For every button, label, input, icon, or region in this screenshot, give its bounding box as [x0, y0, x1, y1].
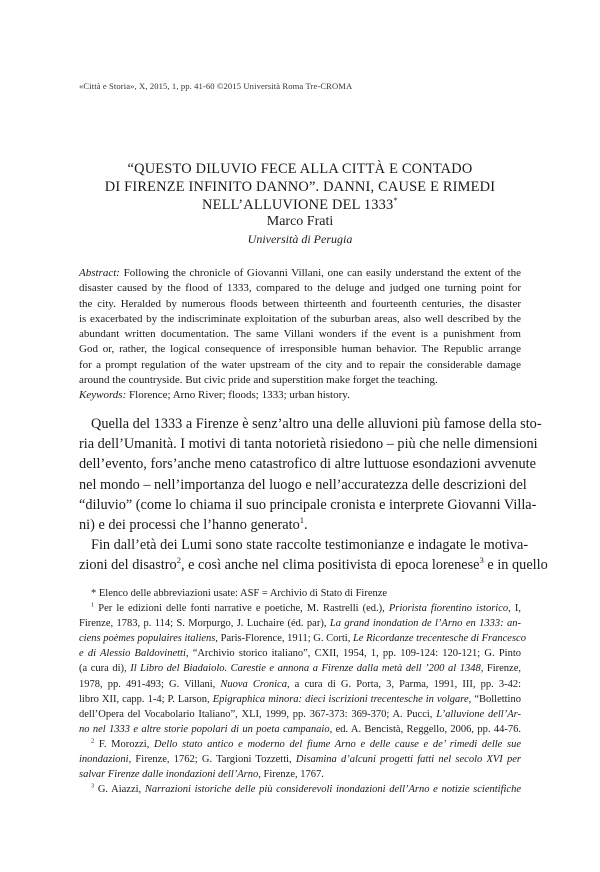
author-name: Marco Frati: [266, 214, 334, 229]
title-footnote-mark: *: [393, 195, 398, 206]
title-line-3: NELL’ALLUVIONE DEL 1333*: [202, 195, 398, 213]
article-title: [79, 160, 521, 214]
body-line: “diluvio” (come lo chiama il suo principale cronista e interprete Giovanni Villa-: [79, 496, 537, 513]
footnote-line: salvar Firenze dalle inondazioni dell’Arno, Firenze, 1767.: [79, 769, 324, 781]
footnote-line: dell’Opera del Vocabolario Italiano”, XLI, 1999, pp. 367-373: 369-370; A. Pucci, L’alluvione dell’Ar-: [79, 708, 522, 720]
body-line: ni) e dei processi che l’hanno generato$^1$.: [79, 515, 308, 534]
body-line: nel mondo – nell’importanza del luogo e nell’accuratezza delle descrizioni del: [79, 476, 527, 493]
footnote-line: e di Alessio Baldovinetti, “Archivio storico italiano”, CXII, 1954, 1, pp. 109-124: 120-121; G. Pinto: [79, 648, 521, 660]
abstract-line: around the countryside. But civic pride and superstition make forget the teaching.: [79, 374, 438, 387]
keywords-label: Keywords:: [79, 389, 127, 402]
abstract-line: abundant written documentation. The same Villani wonders if the event is a punishment from: [79, 328, 521, 341]
title-line-1: “QUESTO DILUVIO FECE ALLA CITTÀ E CONTADO: [127, 161, 473, 177]
footnote-3: $^3$ G. Aiazzi, Narrazioni istoriche delle più considerevoli inondazioni dell’Arno e notizie scientifiche: [91, 782, 521, 796]
footnote-line: Firenze, 1783, p. 114; S. Morpurgo, J. Luchaire (éd. par), La grand inondation de l’Arno en 1333: an-: [79, 618, 521, 630]
body-line: ria dell’Umanità. I motivi di tanta notorietà risiedono – più che nelle dimensioni: [79, 436, 538, 453]
abstract-line: Abstract: Following the chronicle of Giovanni Villani, one can easily understand the extent of the: [79, 267, 521, 279]
author-affiliation: Università di Perugia: [247, 232, 353, 246]
footnote-star: * Elenco delle abbreviazioni usate: ASF = Archivio di Stato di Firenze: [91, 588, 388, 599]
abstract-line: the city. Heralded by numerous floods between thirteenth and fourteenth centuries, the disaster: [79, 297, 521, 310]
abstract-line: disaster caused by the flood of 1333, compared to the deluge and judged one turning point for: [79, 282, 521, 295]
footnote-ref[interactable]: 1: [299, 515, 305, 526]
footnote-ref[interactable]: 2: [176, 555, 181, 566]
keywords: Keywords: Florence; Arno River; floods; 1333; urban history.: [79, 389, 350, 402]
footnote-line: 1978, pp. 491-493; G. Villani, Nuova Cronica, a cura di G. Porta, 3, Parma, 1991, III, pp. 3-42:: [79, 678, 522, 690]
body-line: dell’evento, fors’anche meno catastrofico di altre luttuose esondazioni avvenute: [79, 456, 536, 473]
title-line-2: DI FIRENZE INFINITO DANNO”. DANNI, CAUSE E RIMEDI: [104, 179, 496, 195]
abstract: [79, 266, 521, 404]
footnote-1: $^1$ Per le edizioni delle fonti narrative e poetiche, M. Rastrelli (ed.), Priorista fiorentino istorico, I,: [91, 601, 521, 615]
abstract-line: is exacerbated by the indiscriminate exploitation of the suburban areas, also well described by the: [79, 312, 521, 325]
footnote-line: (a cura di), Il Libro del Biadaiolo. Carestie e annona a Firenze dalla metà dell ’200 al 1348, Firenze,: [79, 663, 521, 675]
journal-header: «Città e Storia», X, 2015, 1, pp. 41-60 ©2015 Università Roma Tre-CROMA: [79, 81, 353, 91]
abstract-line: for a prompt regulation of the water upstream of the city and to repair the considerable damage: [79, 358, 521, 371]
footnote-line: no nel 1333 e altre storie popolari di un poeta campanaio, ed. A. Bencistà, Reggello, 2006, pp. 44-76.: [79, 723, 521, 735]
body-line: Fin dall’età dei Lumi sono state raccolte testimonianze e indagate le motiva-: [91, 537, 529, 554]
footnote-ref[interactable]: 3: [479, 555, 484, 566]
footnote-line: ciens poèmes populaires italiens, Paris-Florence, 1911; G. Corti, Le Ricordanze trecentesche di Francesco: [79, 633, 526, 645]
body-line: zioni del disastro$^2$, e così anche nel clima positivista di epoca lorenese$^3$ e in quello: [79, 555, 548, 574]
footnote-2: $^2$ F. Morozzi, Dello stato antico e moderno del fiume Arno e delle cause e de’ rimedi delle sue: [91, 737, 521, 750]
abstract-line: God or, rather, the logical consequence of irresponsible human behavior. The Republic arrange: [79, 343, 521, 356]
abstract-label: Abstract:: [79, 267, 120, 279]
footnote-line: libro XII, capp. 1-4; P. Larson, Epigraphica minora: dieci iscrizioni trecentesche in volgare, “Bollettino: [79, 693, 521, 705]
footnote-line: inondazioni, Firenze, 1762; G. Targioni Tozzetti, Disamina d’alcuni progetti fatti nel secolo XVI per: [79, 754, 521, 766]
body-line: Quella del 1333 a Firenze è senz’altro una delle alluvioni più famose della sto-: [91, 416, 542, 432]
body-text: [79, 414, 548, 576]
footnotes: [79, 586, 526, 797]
